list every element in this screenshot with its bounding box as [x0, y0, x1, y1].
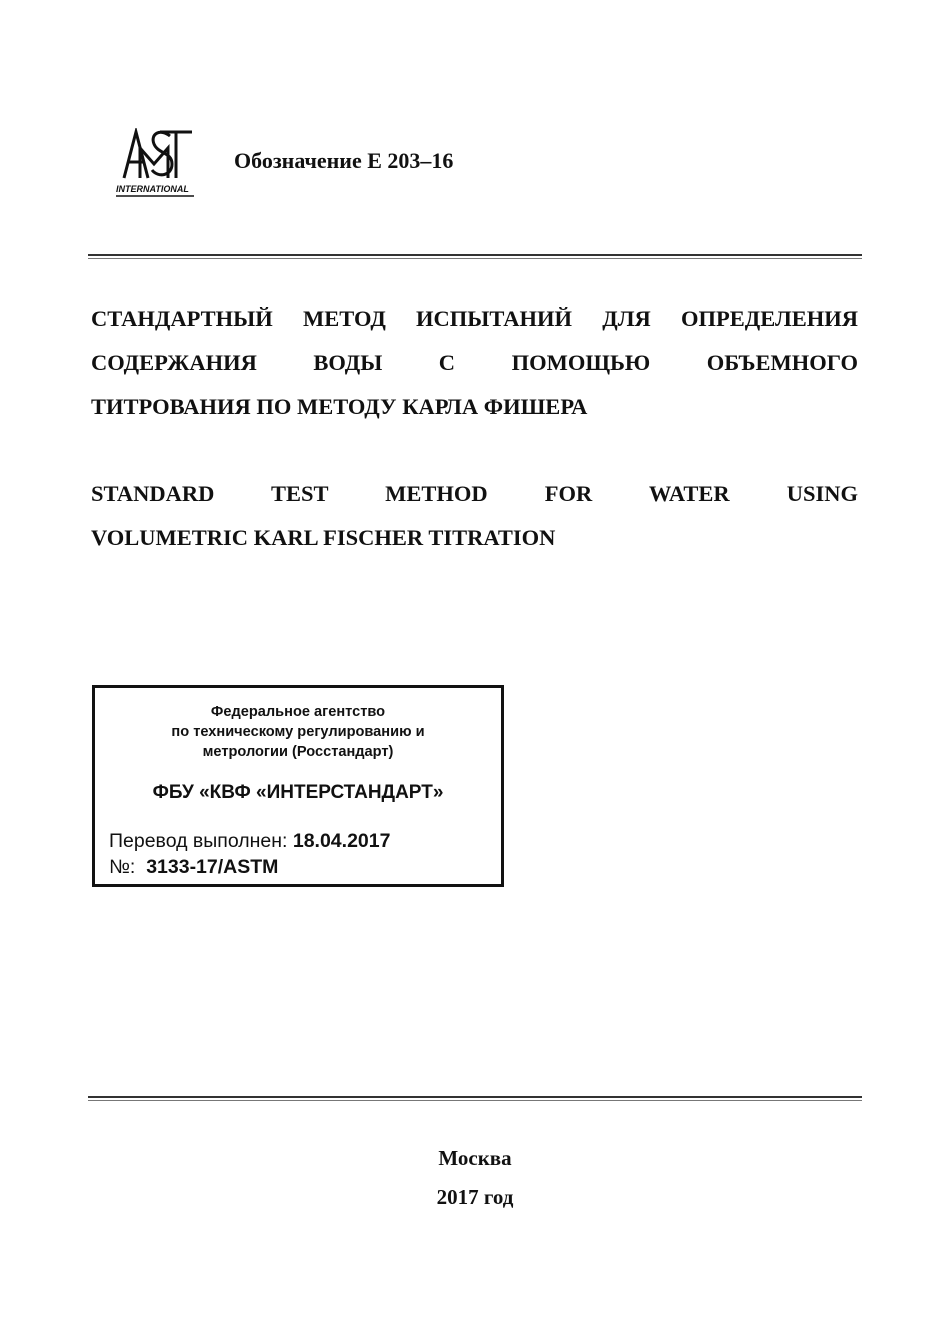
stamp-translation-info	[109, 828, 390, 880]
title-ru-line-3: ТИТРОВАНИЯ ПО МЕТОДУ КАРЛА ФИШЕРА	[91, 394, 588, 419]
title-en-line-1: STANDARD TEST METHOD FOR WATER USING	[91, 481, 858, 506]
title-ru-line-2: СОДЕРЖАНИЯ ВОДЫ С ПОМОЩЬЮ ОБЪЕМНОГО	[91, 350, 858, 375]
stamp-agency-line-3: метрологии (Росстандарт)	[202, 744, 394, 760]
stamp-agency-line-2: по техническому регулированию и	[171, 724, 425, 740]
translation-stamp	[92, 685, 504, 887]
title-en-line-2: VOLUMETRIC KARL FISCHER TITRATION	[91, 525, 556, 550]
stamp-agency	[95, 702, 501, 762]
title-russian	[91, 297, 858, 429]
translated-date: 18.04.2017	[292, 830, 391, 852]
stamp-agency-line-1: Федеральное агентство	[210, 704, 386, 720]
svg-text:INTERNATIONAL: INTERNATIONAL	[116, 184, 189, 194]
title-ru-line-1: СТАНДАРТНЫЙ МЕТОД ИСПЫТАНИЙ ДЛЯ ОПРЕДЕЛЕНИЯ	[91, 306, 858, 331]
number-label: №:	[109, 856, 136, 878]
document-designation: Обозначение E 203–16	[234, 148, 454, 173]
bottom-divider	[88, 1096, 862, 1098]
stamp-organization: ФБУ «КВФ «ИНТЕРСТАНДАРТ»	[152, 782, 444, 803]
publication-year: 2017 год	[436, 1185, 514, 1209]
number-value: 3133-17/ASTM	[146, 856, 279, 878]
top-divider	[88, 254, 862, 256]
title-english	[91, 472, 858, 560]
publication-city: Москва	[438, 1146, 512, 1170]
astm-logo	[110, 128, 200, 198]
translated-label: Перевод выполнен:	[109, 830, 288, 852]
